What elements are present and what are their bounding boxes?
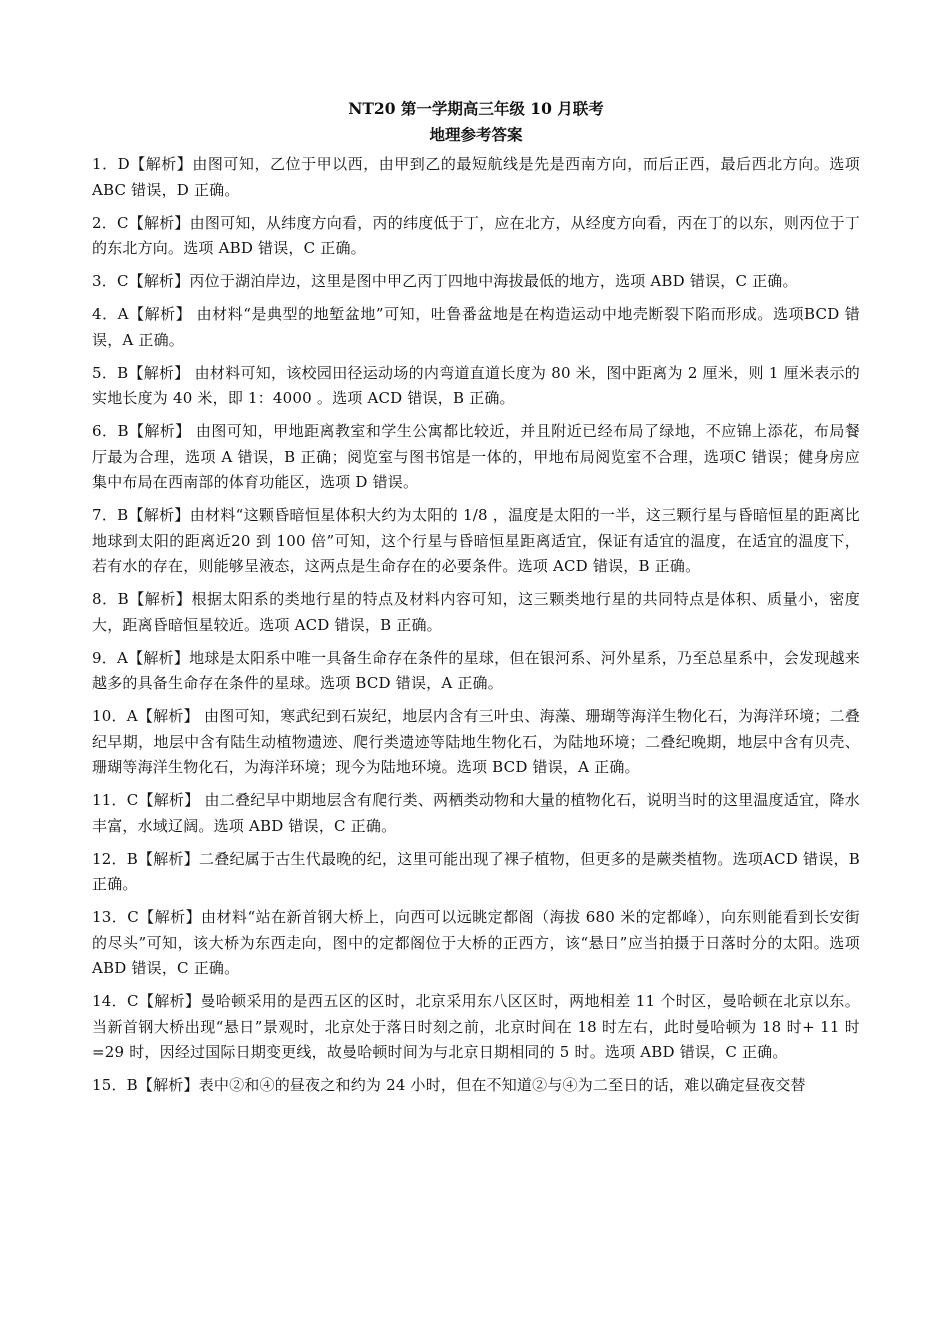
answer-item-5: 5．B【解析】 由材料可知，该校园田径运动场的内弯道直道长度为 80 米，图中距离为 2 厘米，则 1 厘米表示的实地长度为 40 米，即 1：4000 。选项 ACD 错误，B 正确。 bbox=[92, 363, 860, 407]
answer-item-1: 1．D【解析】由图可知，乙位于甲以西，由甲到乙的最短航线是先是西南方向，而后正西，最后西北方向。选项 ABC 错误，D 正确。 bbox=[92, 155, 860, 199]
answer-item-6: 6．B【解析】 由图可知，甲地距离教室和学生公寓都比较近，并且附近已经布局了绿地，不应锦上添花，布局餐厅最为合理，选项 A 错误，B 正确；阅览室与图书馆是一体的，甲地布局阅览室不合理，选项C 错误；健身房应集中布局在西南部的体育功能区，选项 D 错误。 bbox=[92, 422, 860, 491]
answer-item-15: 15．B【解析】表中②和④的昼夜之和约为 24 小时，但在不知道②与④为二至日的话，难以确定昼夜交替 bbox=[92, 1076, 806, 1094]
answer-item-10: 10．A【解析】 由图可知，寒武纪到石炭纪，地层内含有三叶虫、海藻、珊瑚等海洋生物化石，为海洋环境；二叠纪早期，地层中含有陆生动植物遗迹、爬行类遗迹等陆地生物化石，为陆地环境；二叠纪晚期，地层中含有贝壳、珊瑚等海洋生物化石，为海洋环境；现今为陆地环境。选项 BCD 错误，A 正确。 bbox=[92, 707, 860, 776]
answer-item-11: 11．C【解析】 由二叠纪早中期地层含有爬行类、两栖类动物和大量的植物化石，说明当时的这里温度适宜，降水丰富，水域辽阔。选项 ABD 错误，C 正确。 bbox=[92, 791, 860, 835]
answer-item-2: 2．C【解析】由图可知，从纬度方向看，丙的纬度低于丁，应在北方，从经度方向看，丙在丁的以东，则丙位于丁的东北方向。选项 ABD 错误，C 正确。 bbox=[92, 213, 860, 257]
answer-item-8: 8．B【解析】根据太阳系的类地行星的特点及材料内容可知，这三颗类地行星的共同特点是体积、质量小，密度大，距离昏暗恒星较近。选项 ACD 错误，B 正确。 bbox=[92, 590, 860, 634]
document-subtitle: 地理参考答案 bbox=[429, 125, 523, 144]
answer-item-7: 7．B【解析】由材料“这颗昏暗恒星体积大约为太阳的 1/8 ，温度是太阳的一半，这三颗行星与昏暗恒星的距离比地球到太阳的距离近20 到 100 倍”可知，这个行星与昏暗恒星距离适宜，保证有适宜的温度，在适宜的温度下，若有水的存在，则能够呈液态，这两点是生命存在的必要条件。选项 ACD 错误，B 正确。 bbox=[92, 506, 860, 575]
answer-item-13: 13．C【解析】由材料“站在新首钢大桥上，向西可以远眺定都阁（海拔 680 米的定都峰），向东则能看到长安街的尽头”可知，该大桥为东西走向，图中的定都阁位于大桥的正西方，该“悬日”应当拍摄于日落时分的太阳。选项 ABD 错误，C 正确。 bbox=[92, 908, 860, 977]
answer-item-9: 9．A【解析】地球是太阳系中唯一具备生命存在条件的星球，但在银河系、河外星系，乃至总星系中，会发现越来越多的具备生命存在条件的星球。选项 BCD 错误，A 正确。 bbox=[92, 648, 860, 692]
answer-item-12: 12．B【解析】二叠纪属于古生代最晚的纪，这里可能出现了裸子植物，但更多的是蕨类植物。选项ACD 错误，B 正确。 bbox=[92, 849, 860, 893]
document-title: NT20 第一学期高三年级 10 月联考 bbox=[348, 99, 604, 118]
answer-item-4: 4．A【解析】 由材料“是典型的地堑盆地”可知，吐鲁番盆地是在构造运动中地壳断裂下陷而形成。选项BCD 错误，A 正确。 bbox=[92, 305, 860, 349]
answer-item-14: 14．C【解析】曼哈顿采用的是西五区的区时，北京采用东八区区时，两地相差 11 个时区，曼哈顿在北京以东。当新首钢大桥出现“悬日”景观时，北京处于落日时刻之前，北京时间在 18 时左右，此时曼哈顿为 18 时+ 11 时=29 时，因经过国际日期变更线，故曼哈顿时间为与北京日期相同的 5 时。选项 ABD 错误，C 正确。 bbox=[92, 992, 860, 1061]
answer-document bbox=[92, 96, 860, 1106]
answer-item-3: 3．C【解析】丙位于湖泊岸边，这里是图中甲乙丙丁四地中海拔最低的地方，选项 ABD 错误，C 正确。 bbox=[92, 272, 798, 290]
